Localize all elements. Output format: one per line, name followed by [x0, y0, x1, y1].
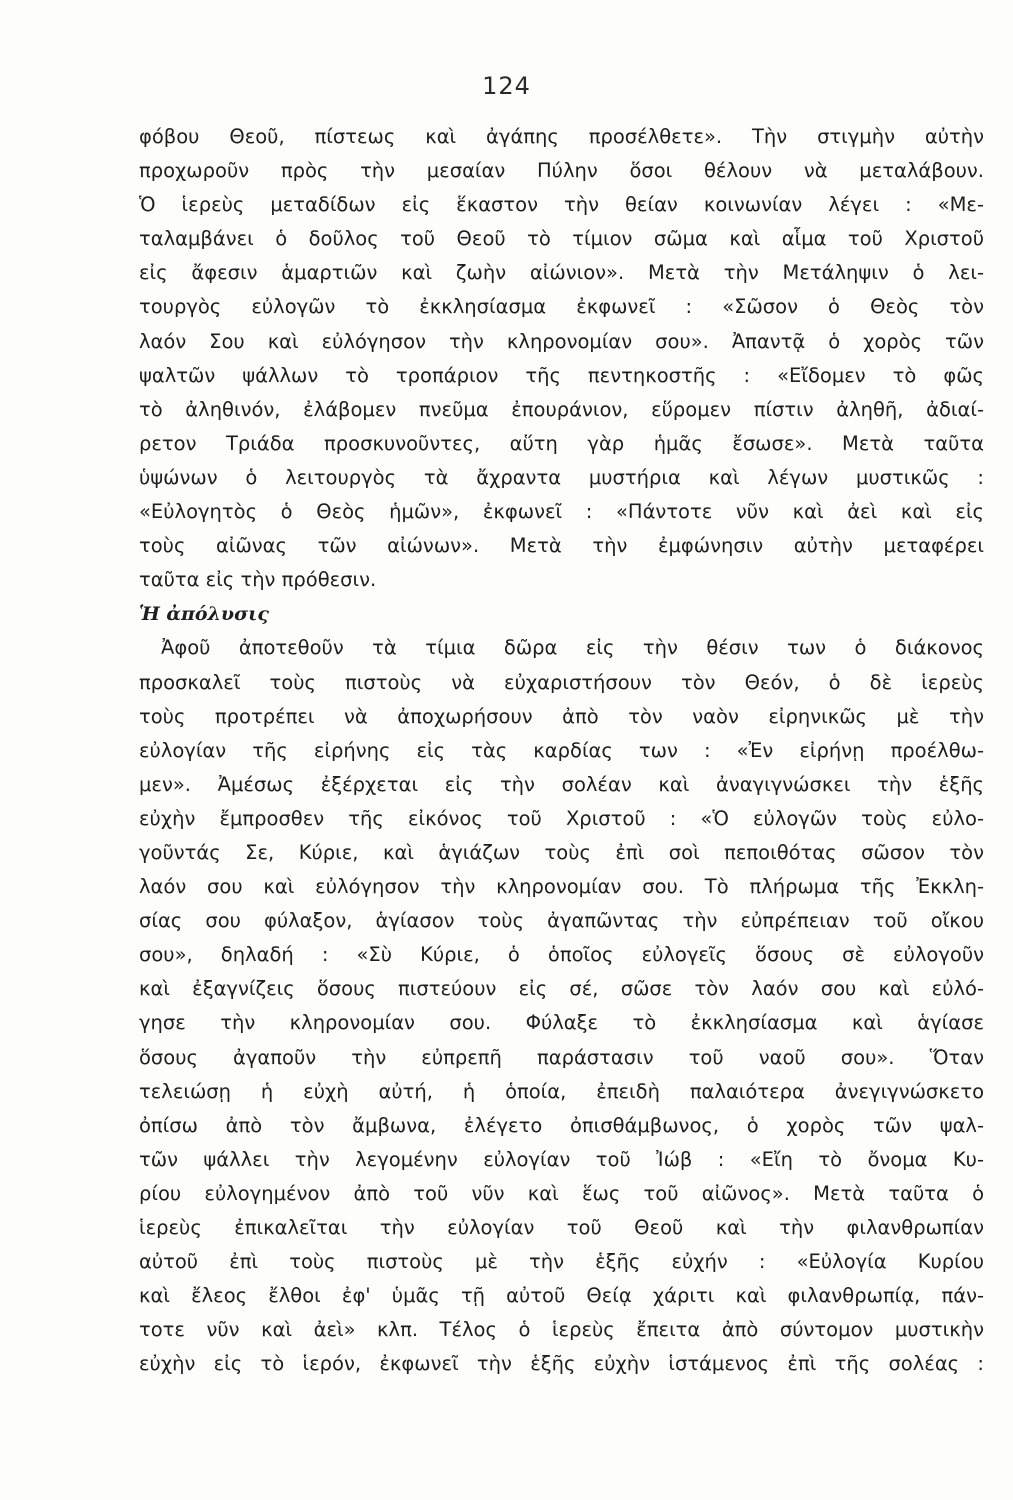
text-line: προσκαλεῖ τοὺς πιστοὺς νὰ εὐχαριστήσουν τὸν Θεόν, ὁ δὲ ἱερεὺς: [139, 670, 984, 694]
text-line: αὐτοῦ ἐπὶ τοὺς πιστοὺς μὲ τὴν ἑξῆς εὐχήν : «Εὐλογία Κυρίου: [139, 1250, 984, 1274]
text-line: τουργὸς εὐλογῶν τὸ ἐκκλησίασμα ἐκφωνεῖ : «Σῶσον ὁ Θεὸς τὸν: [139, 295, 984, 319]
text-line: σίας σου φύλαξον, ἁγίασον τοὺς ἀγαπῶντας τὴν εὐπρέπειαν τοῦ οἴκου: [139, 909, 984, 933]
text-line: λαόν Σου καὶ εὐλόγησον τὴν κληρονομίαν σου». Ἀπαντᾷ ὁ χορὸς τῶν: [139, 329, 984, 353]
text-line: τῶν ψάλλει τὴν λεγομένην εὐλογίαν τοῦ Ἰώβ : «Εἴη τὸ ὄνομα Κυ-: [139, 1147, 984, 1171]
text-line: ψαλτῶν ψάλλων τὸ τροπάριον τῆς πεντηκοστῆς : «Εἴδομεν τὸ φῶς: [139, 363, 984, 387]
text-line: καὶ ἔλεος ἔλθοι ἐφ' ὑμᾶς τῇ αὐτοῦ Θείᾳ χάριτι καὶ φιλανθρωπίᾳ, πάν-: [139, 1284, 984, 1308]
text-line: τοὺς προτρέπει νὰ ἀποχωρήσουν ἀπὸ τὸν ναὸν εἰρηνικῶς μὲ τὴν: [139, 704, 984, 728]
text-line: τελειώσῃ ἡ εὐχὴ αὐτή, ἡ ὁποία, ἐπειδὴ παλαιότερα ἀνεγιγνώσκετο: [139, 1079, 984, 1103]
text-line: τοὺς αἰῶνας τῶν αἰώνων». Μετὰ τὴν ἐμφώνησιν αὐτὴν μεταφέρει: [139, 534, 984, 558]
text-line: ρίου εὐλογημένον ἀπὸ τοῦ νῦν καὶ ἕως τοῦ αἰῶνος». Μετὰ ταῦτα ὁ: [139, 1181, 984, 1205]
text-line: ἱερεὺς ἐπικαλεῖται τὴν εὐλογίαν τοῦ Θεοῦ καὶ τὴν φιλανθρωπίαν: [139, 1216, 984, 1239]
text-line: σου», δηλαδή : «Σὺ Κύριε, ὁ ὁποῖος εὐλογεῖς ὅσους σὲ εὐλογοῦν: [139, 943, 984, 967]
text-line: προχωροῦν πρὸς τὴν μεσαίαν Πύλην ὅσοι θέλουν νὰ μεταλάβουν.: [139, 159, 984, 183]
text-line: ταλαμβάνει ὁ δοῦλος τοῦ Θεοῦ τὸ τίμιον σῶμα καὶ αἷμα τοῦ Χριστοῦ: [139, 227, 984, 251]
text-line: ρετον Τριάδα προσκυνοῦντες, αὕτη γὰρ ἡμᾶς ἔσωσε». Μετὰ ταῦτα: [139, 431, 984, 455]
text-line: γησε τὴν κληρονομίαν σου. Φύλαξε τὸ ἐκκλησίασμα καὶ ἁγίασε: [139, 1011, 984, 1035]
text-line: καὶ ἐξαγνίζεις ὅσους πιστεύουν εἰς σέ, σῶσε τὸν λαόν σου καὶ εὐλό-: [139, 977, 984, 1001]
text-line: Ἀφοῦ ἀποτεθοῦν τὰ τίμια δῶρα εἰς τὴν θέσιν των ὁ διάκονος: [161, 636, 984, 660]
text-line: εὐχὴν εἰς τὸ ἱερόν, ἐκφωνεῖ τὴν ἑξῆς εὐχὴν ἱστάμενος ἐπὶ τῆς σολέας :: [139, 1352, 984, 1376]
text-line: ὀπίσω ἀπὸ τὸν ἄμβωνα, ἐλέγετο ὀπισθάμβωνος, ὁ χορὸς τῶν ψαλ-: [139, 1113, 984, 1137]
text-line: εὐλογίαν τῆς εἰρήνης εἰς τὰς καρδίας των : «Ἐν εἰρήνῃ προέλθω-: [139, 738, 984, 762]
text-line: ταῦτα εἰς τὴν πρόθεσιν.: [139, 568, 377, 592]
text-line: φόβου Θεοῦ, πίστεως καὶ ἀγάπης προσέλθετε». Τὴν στιγμὴν αὐτὴν: [139, 125, 984, 148]
text-line: γοῦντάς Σε, Κύριε, καὶ ἁγιάζων τοὺς ἐπὶ σοὶ πεποιθότας σῶσον τὸν: [139, 840, 984, 864]
text-line: τὸ ἀληθινόν, ἐλάβομεν πνεῦμα ἐπουράνιον, εὕρομεν πίστιν ἀληθῆ, ἀδιαί-: [139, 397, 984, 421]
text-line: «Εὐλογητὸς ὁ Θεὸς ἡμῶν», ἐκφωνεῖ : «Πάντοτε νῦν καὶ ἀεὶ καὶ εἰς: [139, 500, 984, 524]
text-line: ὅσους ἀγαποῦν τὴν εὐπρεπῆ παράστασιν τοῦ ναοῦ σου». Ὅταν: [139, 1045, 984, 1069]
page-number: 124: [482, 72, 531, 100]
text-line: Ὁ ἱερεὺς μεταδίδων εἰς ἕκαστον τὴν θείαν κοινωνίαν λέγει : «Με-: [139, 193, 984, 217]
text-line: τοτε νῦν καὶ ἀεὶ» κλπ. Τέλος ὁ ἱερεὺς ἔπειτα ἀπὸ σύντομον μυστικὴν: [139, 1318, 984, 1342]
text-line: ὑψώνων ὁ λειτουργὸς τὰ ἄχραντα μυστήρια καὶ λέγων μυστικῶς :: [139, 465, 984, 489]
section-heading: Ἡ ἀπόλυσις: [139, 603, 269, 626]
text-line: λαόν σου καὶ εὐλόγησον τὴν κληρονομίαν σου. Τὸ πλήρωμα τῆς Ἐκκλη-: [139, 875, 984, 899]
body-text: [139, 120, 984, 1381]
text-line: μεν». Ἀμέσως ἐξέρχεται εἰς τὴν σολέαν καὶ ἀναγιγνώσκει τὴν ἑξῆς: [139, 772, 984, 796]
text-line: εἰς ἄφεσιν ἁμαρτιῶν καὶ ζωὴν αἰώνιον». Μετὰ τὴν Μετάληψιν ὁ λει-: [139, 261, 984, 285]
text-line: εὐχὴν ἔμπροσθεν τῆς εἰκόνος τοῦ Χριστοῦ : «Ὁ εὐλογῶν τοὺς εὐλο-: [139, 806, 984, 830]
